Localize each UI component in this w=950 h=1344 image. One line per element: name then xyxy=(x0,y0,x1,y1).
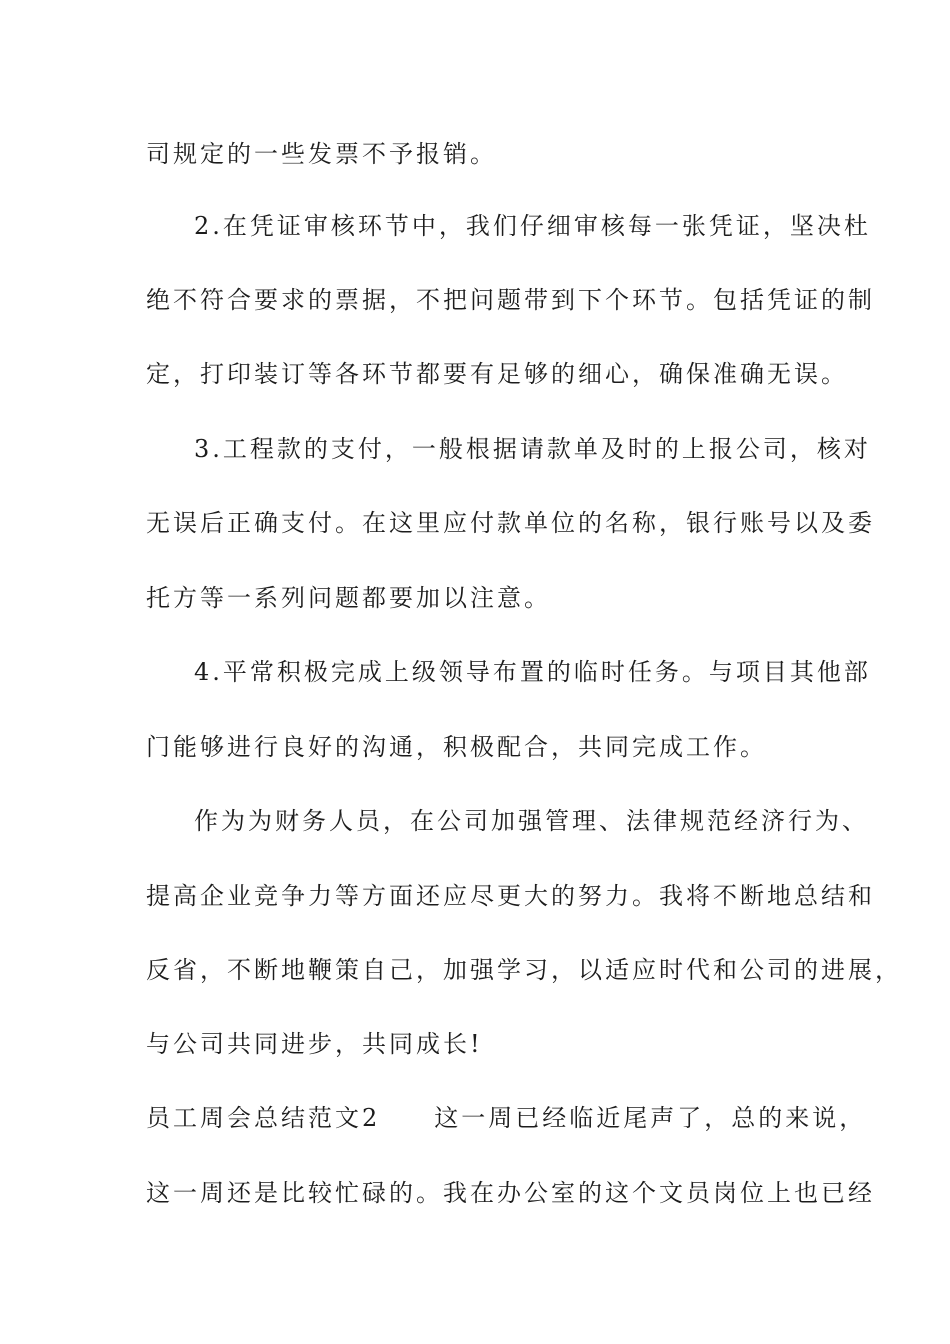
text-line: 作为为财务人员，在公司加强管理、法律规范经济行为、 xyxy=(194,807,869,835)
text-line: 4.平常积极完成上级领导布置的临时任务。与项目其他部 xyxy=(194,658,871,686)
text-line: 司规定的一些发票不予报销。 xyxy=(146,140,497,168)
text-line: 2.在凭证审核环节中，我们仔细审核每一张凭证，坚决杜 xyxy=(194,212,871,240)
text-line: 3.工程款的支付，一般根据请款单及时的上报公司，核对 xyxy=(194,435,871,463)
section-heading-line: 员工周会总结范文2 这一周已经临近尾声了，总的来说， xyxy=(146,1104,867,1132)
text-line: 无误后正确支付。在这里应付款单位的名称，银行账号以及委 xyxy=(146,509,875,537)
text-line: 门能够进行良好的沟通，积极配合，共同完成工作。 xyxy=(146,733,767,761)
text-line: 定，打印装订等各环节都要有足够的细心，确保准确无误。 xyxy=(146,360,848,388)
text-line: 这一周还是比较忙碌的。我在办公室的这个文员岗位上也已经 xyxy=(146,1179,875,1207)
text-line: 与公司共同进步，共同成长! xyxy=(146,1030,483,1058)
text-line: 提高企业竞争力等方面还应尽更大的努力。我将不断地总结和 xyxy=(146,882,875,910)
text-line: 绝不符合要求的票据，不把问题带到下个环节。包括凭证的制 xyxy=(146,286,875,314)
text-line: 反省，不断地鞭策自己，加强学习，以适应时代和公司的进展， xyxy=(146,956,902,984)
text-line: 托方等一系列问题都要加以注意。 xyxy=(146,584,551,612)
